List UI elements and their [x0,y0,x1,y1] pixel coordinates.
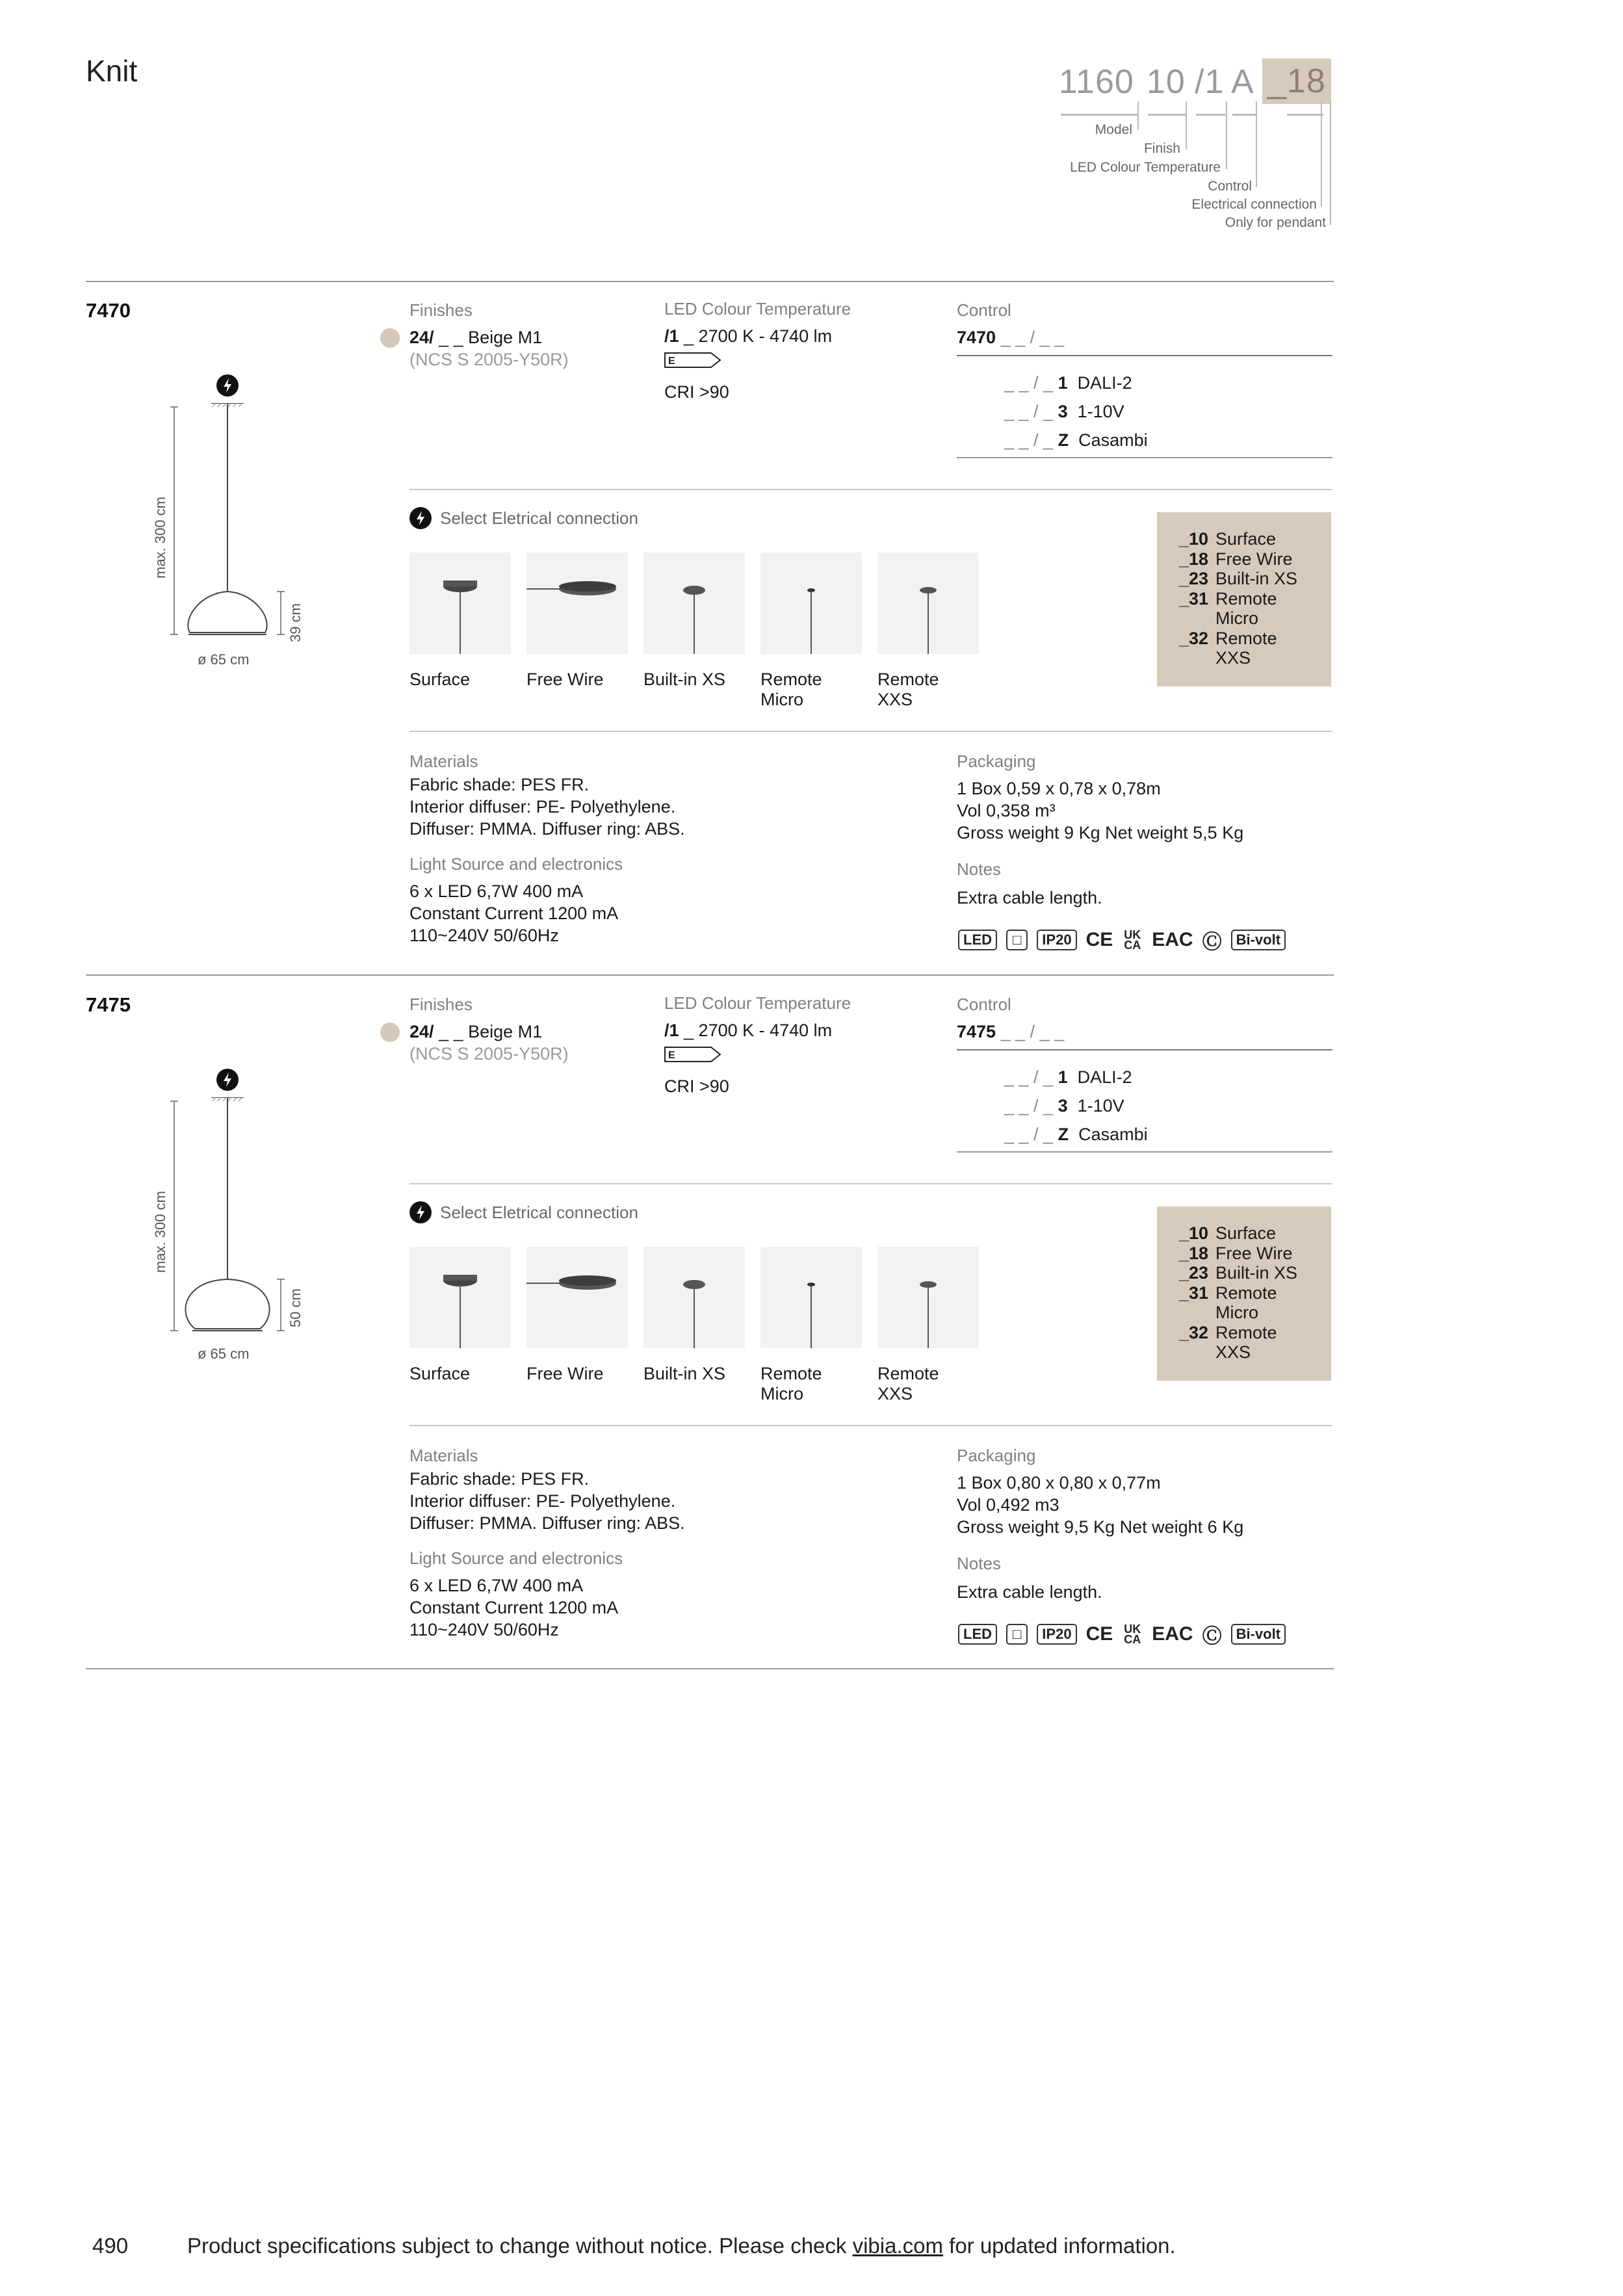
eac-mark-icon: EAC [1152,929,1193,950]
vibia-link[interactable]: vibia.com [852,2234,943,2258]
code-finish: 10 [1147,63,1186,101]
ce-mark-icon: CE [1085,1623,1113,1645]
cri-value: CRI >90 [664,1076,729,1096]
light-source-text: 6 x LED 6,7W 400 mA Constant Current 1200 mA 110~240V 50/60Hz [409,881,619,945]
connection-thumb-built-in-xs[interactable] [643,1247,745,1348]
materials-label: Materials [409,751,478,771]
height-label: max. 300 cm [152,497,168,579]
led-label: LED Colour Temperature [664,299,851,319]
packaging-text: 1 Box 0,59 x 0,78 x 0,78m Vol 0,358 m³ Gross weight 9 Kg Net weight 5,5 Kg [957,779,1244,842]
control-option-1-10v[interactable]: _ _ / _ 3 1-10V [1004,402,1124,421]
cri-value: CRI >90 [664,382,729,402]
notes-text: Extra cable length. [957,888,1102,907]
electrical-bolt-icon [409,1201,432,1223]
control-option-casambi[interactable]: _ _ / _ Z Casambi [1004,1125,1148,1144]
legend-electrical: Electrical connection [1191,197,1317,212]
code-control: A [1231,63,1254,101]
electrical-bolt-icon [216,1069,239,1091]
legend-finish: Finish [1143,141,1180,156]
code-legend [1014,59,1339,234]
ukca-mark-icon: UK CA [1124,928,1141,952]
control-code: 7475 _ _ / _ _ [957,1022,1065,1041]
diameter-label: ø 65 cm [198,651,250,668]
connection-label-remote-xxs: Remote XXS [877,1364,939,1403]
connection-thumb-remote-micro[interactable] [760,553,862,654]
ce-mark-icon: CE [1085,929,1113,950]
code-model: 1160 [1059,63,1134,101]
shade-height-label: 39 cm [287,603,304,642]
page-title: Knit [86,54,138,88]
finishes-label: Finishes [409,995,473,1014]
rcm-mark-icon: Ⓒ [1202,1626,1222,1647]
connection-thumb-remote-xxs[interactable] [877,553,979,654]
shade-height-label: 50 cm [287,1288,304,1327]
certification-row [958,1620,1295,1649]
connection-label-free-wire: Free Wire [526,1364,604,1383]
light-source-text: 6 x LED 6,7W 400 mA Constant Current 1200 mA 110~240V 50/60Hz [409,1576,619,1639]
connection-label-built-in-xs: Built-in XS [643,1364,726,1383]
connection-code-item: _23 Built-in XS [1179,1263,1298,1283]
connection-thumb-built-in-xs[interactable] [643,553,745,654]
class-cert-icon: □ [1006,930,1028,950]
control-label: Control [957,300,1011,320]
footer-disclaimer: Product specifications subject to change without notice. Please check vibia.com for updated information. [187,2234,1176,2258]
finish-swatch[interactable] [380,1023,400,1042]
energy-label-icon [664,1047,721,1062]
legend-pendant: Only for pendant [1225,215,1326,230]
ip-cert-icon: IP20 [1037,1624,1076,1645]
connection-code-item: _32 Remote XXS [1179,1322,1277,1362]
led-cert-icon: LED [958,1624,997,1645]
connection-code-item: _18 Free Wire [1179,1243,1293,1263]
model-code: 7470 [86,299,131,322]
led-option[interactable]: /1 _ 2700 K - 4740 lm [664,1021,833,1040]
connection-label-surface: Surface [409,1364,471,1383]
connection-code-item: _31 Remote Micro [1179,588,1277,628]
connection-label-remote-micro: Remote Micro [760,1364,822,1403]
legend-model: Model [1095,122,1132,137]
connection-label-remote-xxs: Remote XXS [877,670,939,709]
connection-code-item: _32 Remote XXS [1179,628,1277,668]
notes-label: Notes [957,1554,1001,1573]
control-label: Control [957,995,1011,1014]
light-source-label: Light Source and electronics [409,854,623,874]
electrical-label: Select Eletrical connection [440,508,638,528]
connection-label-built-in-xs: Built-in XS [643,670,726,689]
connection-thumb-free-wire[interactable] [526,1247,628,1348]
finishes-label: Finishes [409,300,473,320]
height-label: max. 300 cm [152,1191,168,1273]
materials-label: Materials [409,1446,478,1465]
connection-thumb-surface[interactable] [409,553,511,654]
finish-ncs: (NCS S 2005-Y50R) [409,1044,569,1063]
packaging-label: Packaging [957,1446,1036,1465]
packaging-text: 1 Box 0,80 x 0,80 x 0,77m Vol 0,492 m3 Gross weight 9,5 Kg Net weight 6 Kg [957,1473,1244,1537]
eac-mark-icon: EAC [1152,1623,1193,1645]
energy-label-icon [664,352,721,368]
electrical-bolt-icon [216,374,239,397]
connection-thumb-remote-xxs[interactable] [877,1247,979,1348]
control-option-1-10v[interactable]: _ _ / _ 3 1-10V [1004,1096,1124,1115]
led-option[interactable]: /1 _ 2700 K - 4740 lm [664,326,833,346]
finish-swatch[interactable] [380,328,400,348]
page-number: 490 [92,2234,129,2258]
lamp-drawing [143,1065,312,1377]
class-cert-icon: □ [1006,1624,1028,1645]
connection-thumb-remote-micro[interactable] [760,1247,862,1348]
led-cert-icon: LED [958,930,997,950]
connection-code-item: _18 Free Wire [1179,549,1293,569]
materials-text: Fabric shade: PES FR. Interior diffuser: PE- Polyethylene. Diffuser: PMMA. Diffuser ring: ABS. [409,1469,685,1533]
diameter-label: ø 65 cm [198,1346,250,1362]
lamp-drawing [143,371,312,683]
electrical-bolt-icon [409,507,432,529]
code-led: /1 [1195,63,1225,101]
connection-thumb-surface[interactable] [409,1247,511,1348]
control-option-dali[interactable]: _ _ / _ 1 DALI-2 [1004,373,1132,393]
bivolt-cert-icon: Bi-volt [1231,1624,1286,1645]
legend-led: LED Colour Temperature [1070,160,1221,175]
notes-text: Extra cable length. [957,1582,1102,1602]
finish-option[interactable]: 24/ _ _ Beige M1 [409,328,543,347]
certification-row [958,926,1295,954]
energy-class-text: E [668,356,675,367]
materials-text: Fabric shade: PES FR. Interior diffuser: PE- Polyethylene. Diffuser: PMMA. Diffuser ring: ABS. [409,775,685,839]
connection-code-item: _10 Surface [1179,529,1277,549]
model-code: 7475 [86,993,131,1016]
ip-cert-icon: IP20 [1037,930,1076,950]
legend-control: Control [1208,179,1252,194]
connection-codes-box [1157,512,1331,686]
connection-label-free-wire: Free Wire [526,670,604,689]
finish-option[interactable]: 24/ _ _ Beige M1 [409,1022,543,1041]
electrical-label: Select Eletrical connection [440,1203,638,1222]
connection-label-remote-micro: Remote Micro [760,670,822,709]
connection-label-surface: Surface [409,670,471,689]
control-code: 7470 _ _ / _ _ [957,328,1065,347]
control-option-dali[interactable]: _ _ / _ 1 DALI-2 [1004,1067,1132,1087]
connection-codes-box [1157,1207,1331,1381]
control-option-casambi[interactable]: _ _ / _ Z Casambi [1004,430,1148,450]
connection-thumb-free-wire[interactable] [526,553,628,654]
energy-class-text: E [668,1050,675,1061]
bivolt-cert-icon: Bi-volt [1231,930,1286,950]
light-source-label: Light Source and electronics [409,1548,623,1568]
led-label: LED Colour Temperature [664,993,851,1013]
code-electrical: _18 [1262,59,1331,104]
connection-code-item: _10 Surface [1179,1223,1277,1243]
connection-code-item: _23 Built-in XS [1179,569,1298,588]
ukca-mark-icon: UK CA [1124,1623,1141,1646]
notes-label: Notes [957,859,1001,879]
rcm-mark-icon: Ⓒ [1202,932,1222,953]
connection-code-item: _31 Remote Micro [1179,1283,1277,1322]
packaging-label: Packaging [957,751,1036,771]
finish-ncs: (NCS S 2005-Y50R) [409,350,569,369]
